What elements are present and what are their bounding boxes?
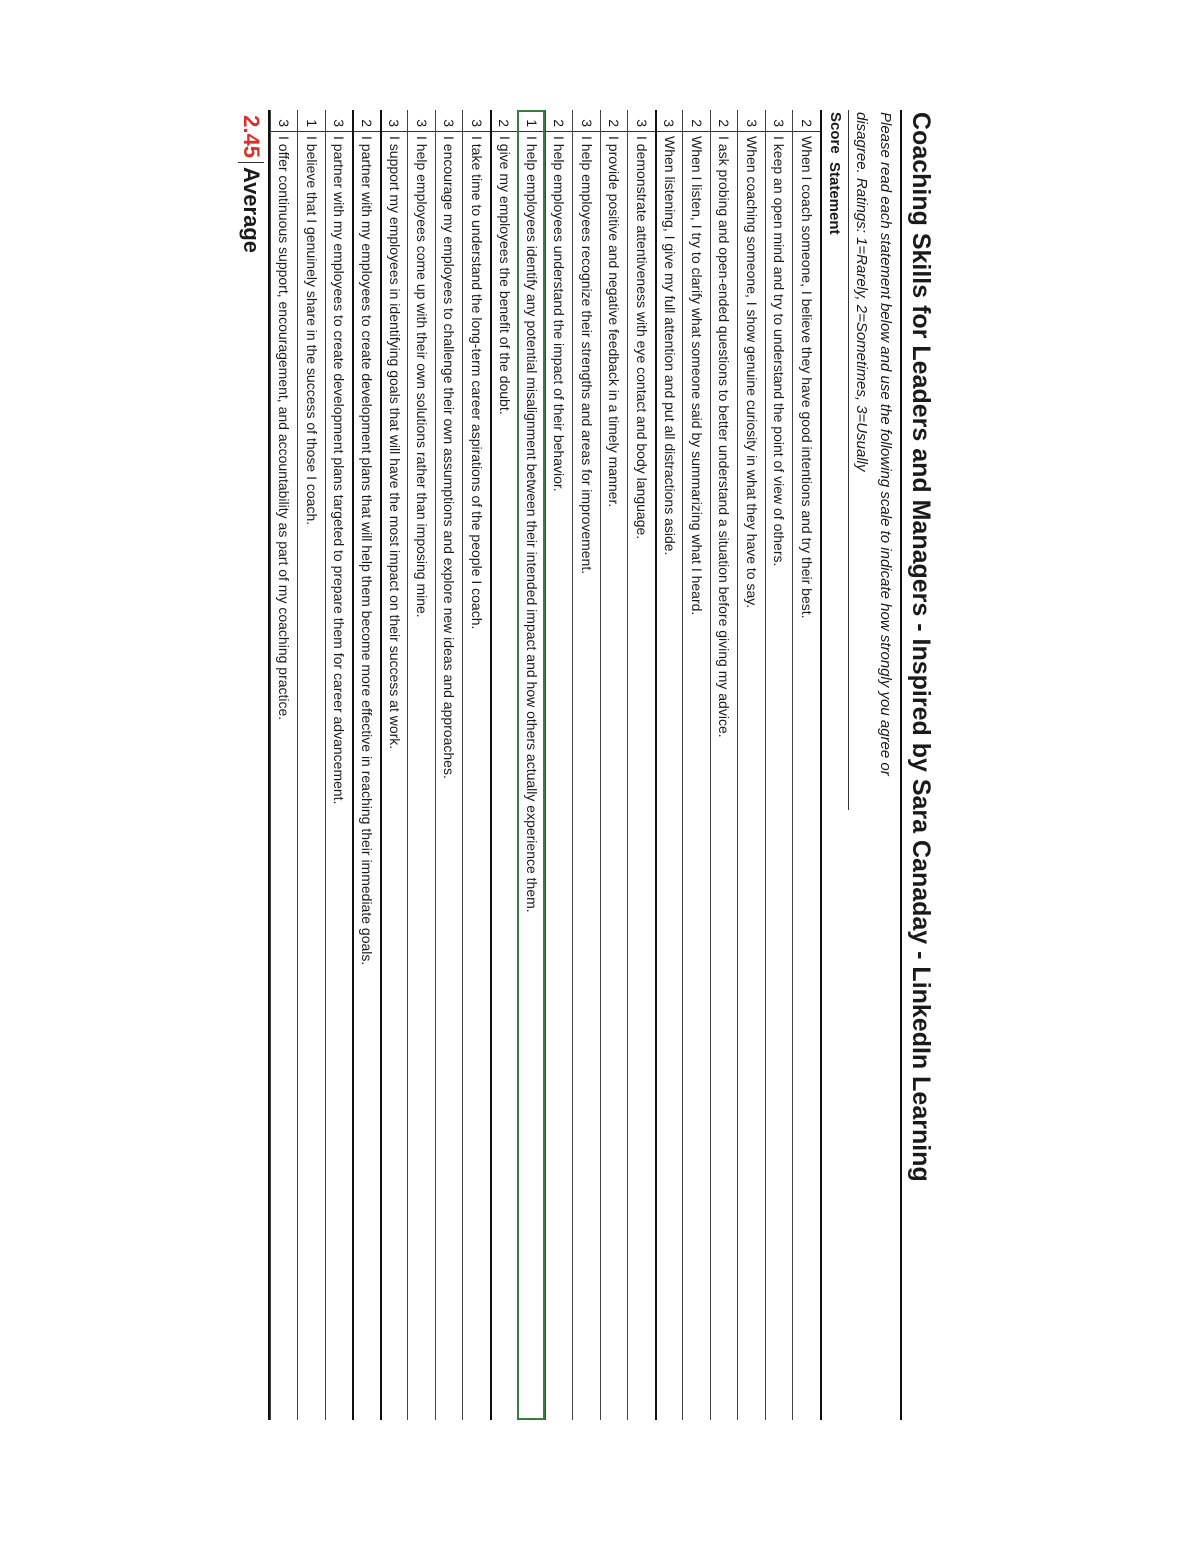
average-label: Average (239, 167, 264, 254)
survey-sheet (215, 110, 940, 1420)
table-row[interactable] (298, 110, 326, 1420)
average-value: 2.45 (238, 110, 264, 163)
score-cell[interactable]: 3 (464, 110, 491, 132)
score-cell[interactable]: 2 (711, 110, 738, 132)
statement-cell[interactable]: When I coach someone, I believe they have good intentions and try their best. (798, 136, 815, 619)
table-row[interactable] (683, 110, 711, 1420)
statement-cell[interactable]: I help employees recognize their strengths and areas for improvement. (578, 136, 595, 575)
statement-cell[interactable]: I help employees understand the impact of their behavior. (551, 136, 568, 492)
statement-cell[interactable]: I give my employees the benefit of the doubt. (496, 136, 513, 415)
table-row[interactable] (793, 110, 821, 1420)
statement-cell[interactable]: I take time to understand the long-term career aspirations of the people I coach. (468, 136, 485, 630)
score-cell[interactable]: 2 (492, 110, 518, 132)
score-cell[interactable]: 3 (657, 110, 683, 132)
statement-cell[interactable]: When I listen, I try to clarify what someone said by summarizing what I heard. (688, 136, 705, 616)
score-cell[interactable]: 3 (409, 110, 436, 132)
statement-cell[interactable]: When listening, I give my full attention and put all distractions aside. (661, 136, 678, 556)
statement-cell[interactable]: I support my employees in identifying goals that will have the most impact on their success at work. (386, 136, 403, 750)
statement-list (270, 110, 820, 1420)
table-row[interactable] (655, 110, 683, 1420)
score-cell[interactable]: 3 (271, 110, 298, 132)
table-row[interactable] (738, 110, 766, 1420)
statement-cell[interactable]: I keep an open mind and try to understand the point of view of others. (771, 136, 788, 567)
table-row[interactable] (435, 110, 463, 1420)
score-cell[interactable]: 2 (355, 110, 381, 132)
statement-cell[interactable]: I partner with my employees to create development plans targeted to prepare them for career advancement. (331, 136, 348, 805)
statement-cell[interactable]: I offer continuous support, encouragement, and accountability as part of my coaching practice. (276, 136, 293, 721)
score-cell[interactable]: 2 (794, 110, 821, 132)
score-cell[interactable]: 3 (739, 110, 766, 132)
statement-cell[interactable]: When coaching someone, I show genuine curiosity in what they have to say. (743, 136, 760, 609)
score-cell[interactable]: 2 (601, 110, 628, 132)
score-cell[interactable]: 3 (766, 110, 793, 132)
statement-cell[interactable]: I encourage my employees to challenge their own assumptions and explore new ideas and approaches. (441, 136, 458, 779)
table-row[interactable] (600, 110, 628, 1420)
score-cell[interactable]: 2 (546, 110, 573, 132)
statement-cell[interactable]: I provide positive and negative feedback in a timely manner. (606, 136, 623, 508)
table-row[interactable] (463, 110, 491, 1420)
table-row[interactable] (573, 110, 601, 1420)
table-row[interactable] (490, 110, 518, 1420)
score-column-header: Score (827, 112, 844, 154)
score-cell[interactable]: 3 (574, 110, 601, 132)
score-cell[interactable]: 3 (382, 110, 408, 132)
statement-column-header: Statement (826, 162, 844, 235)
average-row (234, 110, 270, 1420)
score-cell[interactable]: 3 (326, 110, 353, 132)
table-row[interactable] (518, 110, 546, 1420)
page-title: Coaching Skills for Leaders and Managers - Inspired by Sara Canaday - LinkedIn Learning (900, 110, 940, 1420)
statement-cell[interactable]: I help employees come up with their own solutions rather than imposing mine. (413, 136, 430, 618)
score-cell[interactable]: 1 (519, 110, 546, 132)
score-cell[interactable]: 3 (629, 110, 656, 132)
table-row[interactable] (325, 110, 353, 1420)
score-cell[interactable]: 3 (436, 110, 463, 132)
statement-cell[interactable]: I ask probing and open-ended questions to better understand a situation before giving my advice. (716, 136, 733, 738)
score-cell[interactable]: 2 (684, 110, 711, 132)
table-row[interactable] (545, 110, 573, 1420)
statement-cell[interactable]: I demonstrate attentiveness with eye contact and body language. (633, 136, 650, 540)
table-row[interactable] (765, 110, 793, 1420)
table-row[interactable] (710, 110, 738, 1420)
table-row[interactable] (270, 110, 298, 1420)
table-row[interactable] (353, 110, 381, 1420)
instructions: Please read each statement below and use the following scale to indicate how strongly you agree or disagree. Ratings: 1=Rarely, 2=Sometimes, 3=Usually (848, 110, 900, 810)
table-row[interactable] (380, 110, 408, 1420)
table-row[interactable] (408, 110, 436, 1420)
statement-cell[interactable]: I believe that I genuinely share in the success of those I coach. (303, 136, 320, 526)
table-row[interactable] (628, 110, 656, 1420)
score-cell[interactable]: 1 (299, 110, 326, 132)
statement-cell[interactable]: I partner with my employees to create development plans that will help them become more effective in reaching their immediate goals. (359, 136, 376, 966)
statement-cell[interactable]: I help employees identify any potential misalignment between their intended impact and how others actually experience them. (523, 136, 540, 913)
table-header (820, 110, 848, 1420)
